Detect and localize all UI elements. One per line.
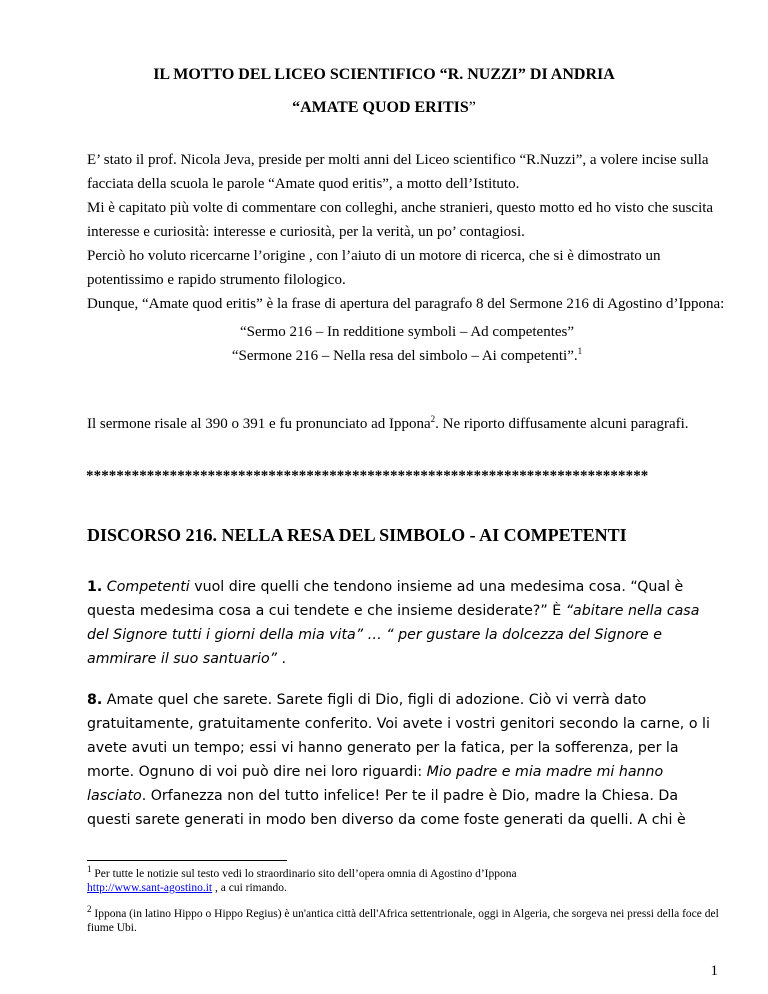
intro-paragraph: Perciò ho voluto ricercarne l’origine , con l’aiuto di un motore di ricerca, che si è dimostrato un potentissimo e rapido strumento filologico. [87, 248, 661, 288]
footnote-text: Per tutte le notizie sul testo vedi lo straordinario sito dell’opera omnia di Agostino d’Ippona [91, 868, 517, 880]
sermon-paragraph-8 [87, 688, 717, 832]
sermon-date-paragraph [87, 412, 727, 436]
paragraph-number: 1. [87, 579, 103, 595]
paragraph-text: Amate quel che sarete. Sarete figli di Dio, figli di adozione. Ciò vi verrà dato gratuitamente, gratuitamente conferito. Voi avete i vostri genitori secondo la carne, o li avete avuti un tempo; essi vi hanno generato per la fatica, per la sofferenza, per la morte. Ognuno di voi può dire nei loro riguardi: [87, 692, 710, 780]
section-heading: DISCORSO 216. NELLA RESA DEL SIMBOLO - AI COMPETENTI [87, 525, 627, 545]
footnote-1 [87, 864, 737, 895]
footnote-text: Ippona (in latino Hippo o Hippo Regius) è un'antica città dell'Africa settentrionale, oggi in Algeria, che sorgeva nei pressi della foce del fiume Ubi. [87, 908, 719, 934]
footnote-number: 1 [87, 864, 92, 875]
sermon-date-text: Il sermone risale al 390 o 391 e fu pronunciato ad Ippona [87, 416, 431, 432]
footnote-number: 2 [87, 904, 92, 915]
sermon-latin-title: “Sermo 216 – In redditione symboli – Ad competentes” [239, 324, 575, 340]
paragraph-text: . Orfanezza non del tutto infelice! Per te il padre è Dio, madre la Chiesa. Da questi sarete generati in modo ben diverso da come foste generati da quelli. A chi è [87, 788, 686, 828]
footnote-2 [87, 904, 737, 935]
motto-closing-quote: ” [468, 99, 476, 116]
asterisk-separator: ************************************************************************** [86, 468, 649, 484]
paragraph-text: vuol dire quelli che tendono insieme ad una medesima cosa. “Qual è questa medesima cosa a cui tendete e che insieme desiderate?” È [87, 579, 684, 619]
intro-text [87, 148, 727, 368]
sermon-paragraph-1 [87, 575, 717, 671]
page-number: 1 [710, 963, 718, 979]
italic-term: Competenti [106, 579, 190, 595]
footnote-text: , a cui rimando. [212, 882, 287, 894]
paragraph-number: 8. [87, 692, 103, 708]
footnote-divider [87, 860, 287, 861]
document-title: IL MOTTO DEL LICEO SCIENTIFICO “R. NUZZI” DI ANDRIA [153, 66, 615, 83]
italic-quote: “abitare nella casa del Signore tutti i giorni della mia vita” … “ per gustare la dolcezza del Signore e ammirare il suo santuario” [87, 603, 700, 667]
footnote-ref-2[interactable]: 2 [430, 414, 436, 424]
sermon-italian-title [87, 344, 727, 368]
intro-paragraph: Dunque, “Amate quod eritis” è la frase di apertura del paragrafo 8 del Sermone 216 di Agostino d’Ippona: [87, 296, 725, 312]
sermon-italian-text: “Sermone 216 – Nella resa del simbolo – Ai competenti”. [231, 348, 578, 364]
footnote-ref-1[interactable]: 1 [577, 346, 583, 356]
sant-agostino-link[interactable]: http://www.sant-agostino.it [87, 882, 213, 894]
intro-paragraph: E’ stato il prof. Nicola Jeva, preside per molti anni del Liceo scientifico “R.Nuzzi”, a volere incise sulla facciata della scuola le parole “Amate quod eritis”, a motto dell’Istituto. [87, 152, 709, 192]
intro-paragraph: Mi è capitato più volte di commentare con colleghi, anche stranieri, questo motto ed ho visto che suscita interesse e curiosità: interesse e curiosità, per la verità, un po’ contagiosi. [87, 200, 714, 240]
motto-text: “AMATE QUOD ERITIS [292, 99, 469, 116]
motto-subtitle [0, 99, 768, 117]
paragraph-text: . [276, 651, 287, 667]
italic-quote: Mio padre e mia madre mi hanno lasciato [87, 764, 664, 804]
sermon-date-tail: . Ne riporto diffusamente alcuni paragrafi. [435, 416, 689, 432]
